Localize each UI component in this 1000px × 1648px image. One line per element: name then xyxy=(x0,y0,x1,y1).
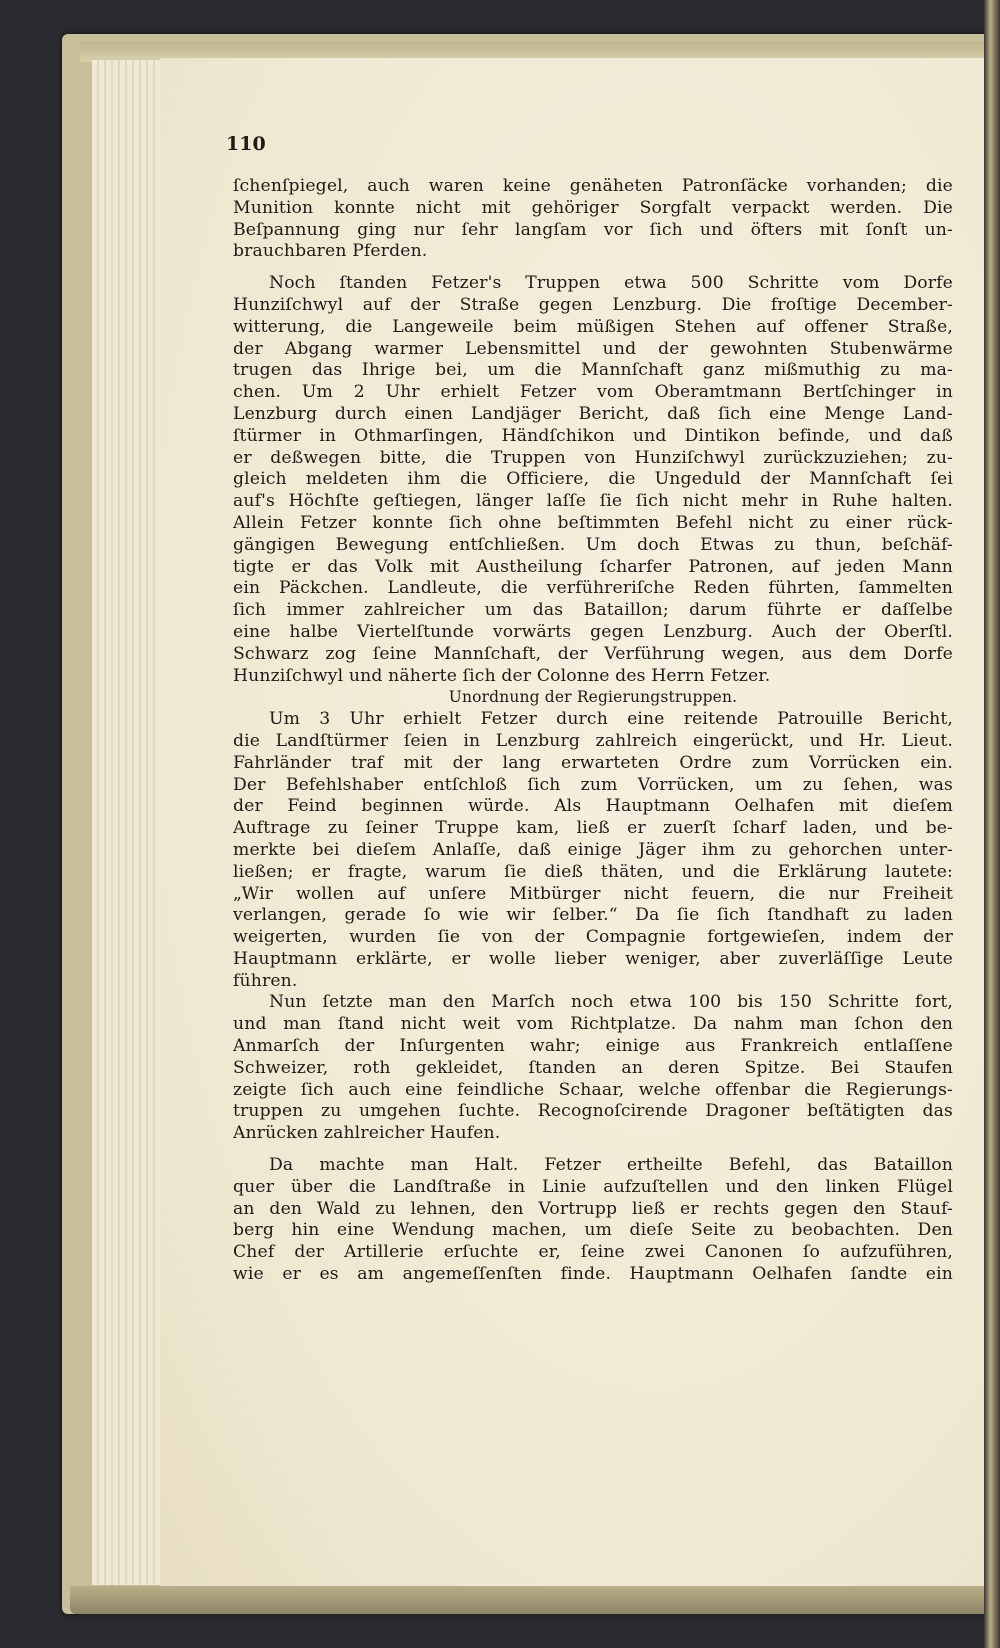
text-line: eine halbe Viertelſtunde vorwärts gegen Lenzburg. Auch der Oberſtl. xyxy=(233,621,953,642)
text-line: Um 3 Uhr erhielt Fetzer durch eine reitende Patrouille Bericht, xyxy=(269,709,953,730)
text-line: der Abgang warmer Lebensmittel und der gewohnten Stubenwärme xyxy=(233,338,953,359)
page-edges xyxy=(92,60,163,1585)
text-line: verlangen, gerade ſo wie wir ſelber.“ Da ſie ſich ſtandhaft zu laden xyxy=(233,905,953,926)
page-number: 110 xyxy=(226,133,266,155)
text-line: berg hin eine Wendung machen, um dieſe Seite zu beobachten. Den xyxy=(233,1220,953,1241)
paragraph-gap xyxy=(233,263,953,273)
text-line: gängigen Bewegung entſchließen. Um doch Etwas zu thun, beſchäf- xyxy=(233,534,953,555)
text-line: und man ſtand nicht weit vom Richtplatze. Da nahm man ſchon den xyxy=(233,1014,953,1035)
text-line: die Landſtürmer ſeien in Lenzburg zahlreich eingerückt, und Hr. Lieut. xyxy=(233,730,953,751)
text-line: weigerten, wurden ſie von der Compagnie fortgewieſen, indem der xyxy=(233,927,953,948)
text-line: Lenzburg durch einen Landjäger Bericht, daß ſich eine Menge Land- xyxy=(233,403,953,424)
text-line: ließen; er fragte, warum ſie dieß thäten, und die Erklärung lautete: xyxy=(233,861,953,882)
text-line: Noch ſtanden Fetzer's Truppen etwa 500 Schritte vom Dorfe xyxy=(269,273,953,294)
text-line: Hauptmann erklärte, er wolle lieber weniger, aber zuverläſſige Leute xyxy=(233,948,953,969)
text-line: er deßwegen bitte, die Truppen von Hunziſchwyl zurückzuziehen; zu- xyxy=(233,447,953,468)
scanner-edge xyxy=(984,0,1000,1648)
text-line: trugen das Ihrige bei, um die Mannſchaft ganz mißmuthig zu ma- xyxy=(233,360,953,381)
text-line: brauchbaren Pferden. xyxy=(233,241,428,262)
text-line: Fahrländer traf mit der lang erwarteten Ordre zum Vorrücken ein. xyxy=(233,752,953,773)
text-line: ſtürmer in Othmarſingen, Händſchikon und Dintikon befinde, und daß xyxy=(233,425,953,446)
text-line: an den Wald zu lehnen, den Vortrupp ließ er rechts gegen den Stauf- xyxy=(233,1198,953,1219)
text-line: zeigte ſich auch eine feindliche Schaar, welche offenbar die Regierungs- xyxy=(233,1079,953,1100)
text-line: ſchenſpiegel, auch waren keine genäheten Patronſäcke vorhanden; die xyxy=(233,176,953,196)
text-line: ſich immer zahlreicher um das Bataillon; darum führte er daſſelbe xyxy=(233,600,953,621)
text-line: gleich meldeten ihm die Officiere, die Ungeduld der Mannſchaft ſei xyxy=(233,469,953,490)
text-line: Munition konnte nicht mit gehöriger Sorgfalt verpackt werden. Die xyxy=(233,197,953,218)
text-line: ein Päckchen. Landleute, die verführeriſche Reden führten, ſammelten xyxy=(233,578,953,599)
text-line: Schweizer, roth gekleidet, ſtanden an deren Spitze. Bei Staufen xyxy=(233,1057,953,1078)
page-text xyxy=(233,176,953,1286)
text-line: Schwarz zog ſeine Mannſchaft, der Verführung wegen, aus dem Dorfe xyxy=(233,643,953,664)
text-line: merkte bei dieſem Anlaſſe, daß einige Jäger ihm zu gehorchen unter- xyxy=(233,839,953,860)
text-line: Allein Fetzer konnte ſich ohne beſtimmten Befehl nicht zu einer rück- xyxy=(233,512,953,533)
text-line: Chef der Artillerie erſuchte er, ſeine zwei Canonen ſo aufzuführen, xyxy=(233,1242,953,1263)
text-line: Beſpannung ging nur ſehr langſam vor ſich und öfters mit ſonſt un- xyxy=(233,219,953,240)
text-line: führen. xyxy=(233,970,298,991)
text-line: Da machte man Halt. Fetzer ertheilte Befehl, das Bataillon xyxy=(269,1155,953,1176)
text-line: wie er es am angemeſſenſten finde. Hauptmann Oelhafen ſandte ein xyxy=(233,1264,953,1285)
text-line: Hunziſchwyl und näherte ſich der Colonne des Herrn Fetzer. xyxy=(233,665,771,686)
text-line: witterung, die Langeweile beim müßigen Stehen auf offener Straße, xyxy=(233,316,953,337)
text-line: chen. Um 2 Uhr erhielt Fetzer vom Oberamtmann Bertſchinger in xyxy=(233,382,953,403)
text-line: Der Befehlshaber entſchloß ſich zum Vorrücken, um zu ſehen, was xyxy=(233,774,953,795)
text-lines xyxy=(233,176,953,1286)
paragraph-gap xyxy=(233,1145,953,1155)
text-line: der Feind beginnen würde. Als Hauptmann Oelhafen mit dieſem xyxy=(233,796,953,817)
text-line: Hunziſchwyl auf der Straße gegen Lenzburg. Die froſtige December- xyxy=(233,294,953,315)
text-line: quer über die Landſtraße in Linie aufzuſtellen und den linken Flügel xyxy=(233,1176,953,1197)
text-line: „Wir wollen auf unſere Mitbürger nicht feuern, die nur Freiheit xyxy=(233,883,953,904)
text-line: truppen zu umgehen ſuchte. Recognoſcirende Dragoner beſtätigten das xyxy=(233,1101,953,1122)
text-line: Nun ſetzte man den Marſch noch etwa 100 bis 150 Schritte fort, xyxy=(269,992,953,1013)
book-bottom-edge xyxy=(70,1586,990,1614)
text-line: tigte er das Volk mit Austheilung ſcharfer Patronen, auf jeden Mann xyxy=(233,556,953,577)
text-line: Auftrage zu ſeiner Truppe kam, ließ er zuerſt ſcharf laden, und be- xyxy=(233,818,953,839)
text-line: auf's Höchſte geſtiegen, länger laſſe ſie ſich nicht mehr in Ruhe halten. xyxy=(233,491,953,512)
section-heading: Unordnung der Regierungstruppen. xyxy=(448,688,738,707)
text-line: Anrücken zahlreicher Haufen. xyxy=(233,1123,501,1144)
text-line: Anmarſch der Inſurgenten wahr; einige aus Frankreich entlaſſene xyxy=(233,1036,953,1057)
